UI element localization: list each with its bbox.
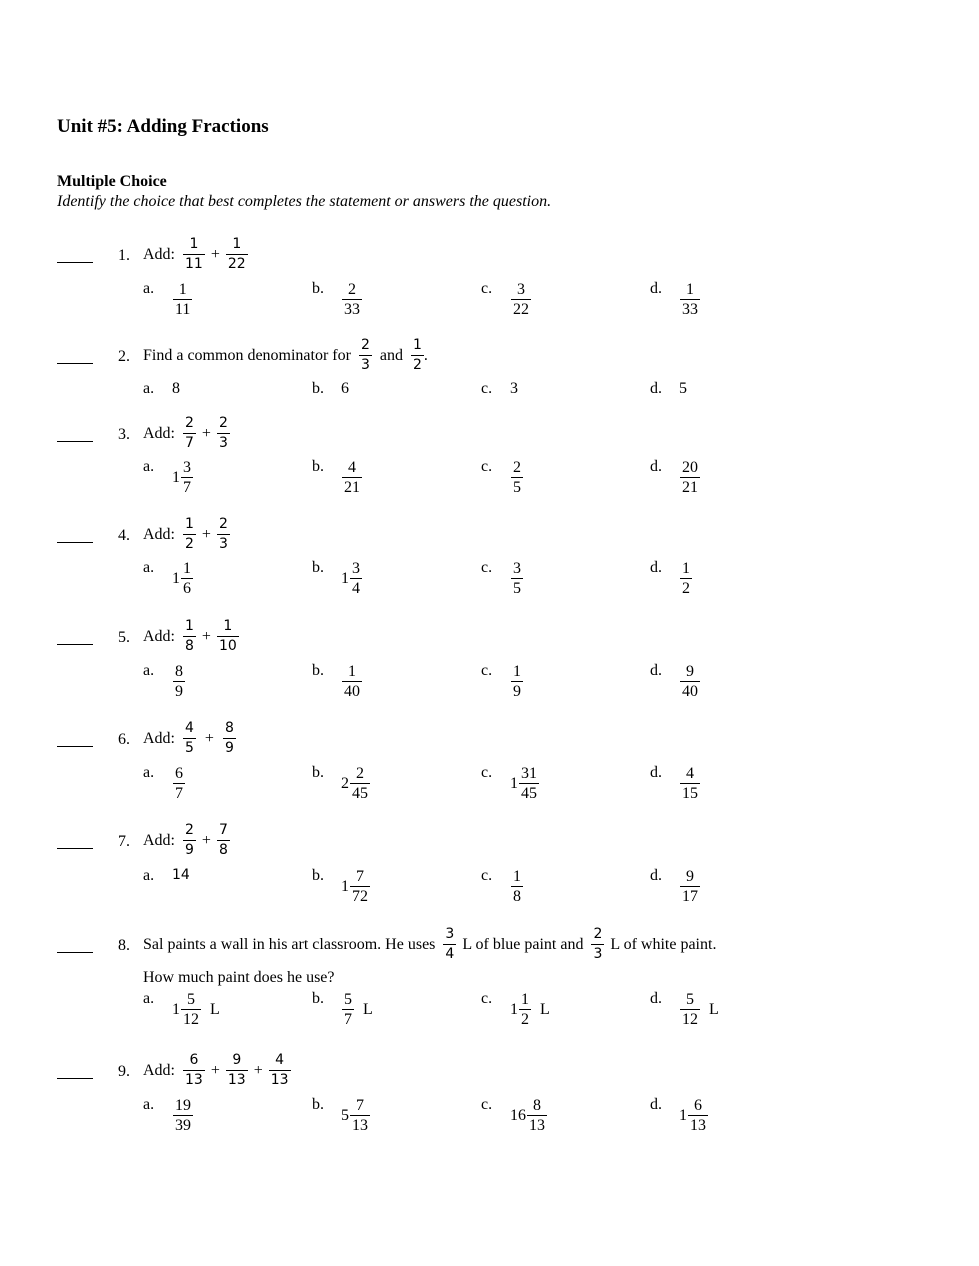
choice-d[interactable]: 1 $\frac{6}{13}$	[679, 1097, 706, 1134]
fraction: $\frac{3}{7}$	[183, 459, 191, 496]
choice-letter-a: a.	[143, 280, 155, 297]
choice-letter-c: c.	[481, 380, 493, 397]
choice-a[interactable]	[170, 1096, 196, 1135]
question-stem	[143, 336, 428, 375]
plus-sign: +	[201, 525, 211, 543]
choice-letter-c: c.	[481, 1096, 493, 1113]
choice-letter-d: d.	[650, 662, 662, 679]
choice-d[interactable]	[677, 867, 703, 906]
choice-d[interactable]	[677, 280, 703, 319]
choice-a[interactable]	[170, 662, 188, 701]
choice-c[interactable]	[508, 867, 526, 906]
fraction: $\frac{4}{15}$	[682, 765, 698, 802]
choice-letter-d: d.	[650, 458, 662, 475]
choice-c[interactable]	[508, 280, 534, 319]
fraction: $\frac{3}{4}$	[352, 560, 360, 597]
question-number: 5.	[118, 629, 130, 646]
stem-label: Add:	[143, 729, 175, 747]
choice-b[interactable]: 6	[341, 380, 349, 397]
question-stem	[143, 719, 239, 758]
fraction: $\frac{6}{7}$	[175, 765, 183, 802]
fraction: $\frac{5}{7}$	[344, 991, 352, 1028]
choice-c[interactable]: 1 $\frac{31}{45}$	[510, 765, 537, 802]
fraction: $\frac{7}{13}$	[352, 1097, 368, 1134]
fraction: $\frac{3}{5}$	[513, 560, 521, 597]
section-instructions: Identify the choice that best completes the statement or answers the question.	[57, 193, 552, 210]
choice-c[interactable]	[508, 662, 526, 701]
plus-sign: +	[210, 245, 220, 263]
fraction: $\frac{2}{45}$	[352, 765, 368, 802]
choice-a[interactable]	[170, 764, 188, 803]
fraction: $\frac{1}{2}$	[413, 337, 422, 373]
question-stem	[143, 414, 233, 453]
stem-label: Add:	[143, 245, 175, 263]
question-number: 4.	[118, 527, 130, 544]
fraction: $\frac{2}{3}$	[218, 415, 228, 451]
stem-label: Add:	[143, 525, 175, 543]
question-number: 1.	[118, 247, 130, 264]
question-number: 6.	[118, 731, 130, 748]
choice-letter-b: b.	[312, 458, 324, 475]
choice-letter-b: b.	[312, 990, 324, 1007]
fraction: $\frac{31}{45}$	[521, 765, 537, 802]
fraction: $\frac{5}{12}$	[682, 991, 698, 1028]
answer-blank[interactable]	[57, 262, 93, 263]
choice-b[interactable]: 5 $\frac{7}{13}$	[341, 1097, 368, 1134]
fraction: $\frac{1}{2}$	[521, 991, 529, 1028]
plus-sign: +	[201, 831, 211, 849]
fraction: $\frac{1}{2}$	[682, 560, 690, 597]
choice-letter-d: d.	[650, 559, 662, 576]
fraction: $\frac{2}{3}$	[218, 516, 228, 552]
choice-b[interactable]	[339, 662, 365, 701]
stem-text: L of blue paint and	[462, 935, 584, 953]
question-number: 2.	[118, 348, 130, 365]
answer-blank[interactable]	[57, 746, 93, 747]
answer-blank[interactable]	[57, 644, 93, 645]
choice-letter-a: a.	[143, 990, 155, 1007]
choice-letter-c: c.	[481, 867, 493, 884]
fraction: $\frac{8}{13}$	[529, 1097, 545, 1134]
choice-a[interactable]: 1 $\frac{3}{7}$	[172, 459, 191, 496]
fraction: $\frac{3}{4}$	[445, 926, 455, 962]
question-number: 8.	[118, 937, 130, 954]
choice-letter-b: b.	[312, 380, 324, 397]
choice-a[interactable]	[170, 280, 195, 319]
choice-letter-a: a.	[143, 1096, 155, 1113]
plus-sign: +	[201, 627, 211, 645]
stem-label: Add:	[143, 831, 175, 849]
fraction: $\frac{1}{22}$	[227, 236, 246, 272]
fraction: $\frac{1}{6}$	[183, 560, 191, 597]
stem-period: .	[423, 346, 428, 364]
choice-a[interactable]: 14	[172, 867, 190, 883]
fraction: $\frac{7}{8}$	[218, 822, 228, 858]
fraction: $\frac{6}{13}$	[185, 1052, 203, 1088]
question-stem-line2: How much paint does he use?	[143, 969, 335, 986]
question-stem	[143, 1051, 294, 1090]
choice-letter-a: a.	[143, 764, 155, 781]
choice-letter-a: a.	[143, 559, 155, 576]
choice-d[interactable]	[677, 559, 695, 598]
choice-d[interactable]	[677, 764, 703, 803]
choice-d[interactable]: 5	[679, 380, 687, 397]
choice-letter-c: c.	[481, 990, 493, 1007]
section-heading: Multiple Choice	[57, 173, 167, 190]
fraction: $\frac{4}{13}$	[270, 1052, 289, 1088]
choice-letter-c: c.	[481, 764, 493, 781]
page-title: Unit #5: Adding Fractions	[57, 116, 269, 137]
fraction: $\frac{7}{72}$	[352, 868, 368, 905]
fraction: $\frac{20}{21}$	[682, 459, 698, 496]
answer-blank[interactable]	[57, 848, 93, 849]
choice-d[interactable]: $\frac{5}{12}$ L	[682, 991, 719, 1028]
choice-letter-b: b.	[312, 662, 324, 679]
question-stem	[143, 235, 251, 274]
choice-letter-c: c.	[481, 559, 493, 576]
question-number: 9.	[118, 1063, 130, 1080]
choice-letter-b: b.	[312, 1096, 324, 1113]
choice-a[interactable]: 1 $\frac{1}{6}$	[172, 560, 191, 597]
answer-blank[interactable]	[57, 952, 93, 953]
fraction: $\frac{1}{2}$	[185, 516, 194, 552]
fraction: $\frac{2}{5}$	[513, 459, 521, 496]
fraction: $\frac{8}{9}$	[175, 663, 183, 700]
fraction: $\frac{8}{9}$	[224, 720, 234, 756]
fraction: $\frac{2}{3}$	[593, 926, 603, 962]
fraction: $\frac{9}{17}$	[682, 868, 698, 905]
choice-letter-c: c.	[481, 280, 493, 297]
question-number: 3.	[118, 426, 130, 443]
choice-letter-a: a.	[143, 662, 155, 679]
fraction: $\frac{4}{5}$	[185, 720, 194, 756]
fraction: $\frac{1}{11}$	[185, 236, 203, 272]
choice-letter-a: a.	[143, 458, 155, 475]
choice-b[interactable]: 2 $\frac{2}{45}$	[341, 765, 368, 802]
stem-label: Add:	[143, 627, 175, 645]
answer-blank[interactable]	[57, 363, 93, 364]
question-stem	[143, 617, 242, 656]
stem-text: Find a common denominator for	[143, 346, 351, 364]
answer-blank[interactable]	[57, 1078, 93, 1079]
choice-c[interactable]: 3	[510, 380, 518, 397]
fraction: $\frac{2}{9}$	[185, 822, 194, 858]
stem-text: L of white paint.	[610, 935, 717, 953]
fraction: $\frac{1}{10}$	[218, 618, 237, 654]
fraction: $\frac{4}{21}$	[344, 459, 360, 496]
stem-label: Add:	[143, 424, 175, 442]
fraction: $\frac{2}{3}$	[360, 337, 370, 373]
choice-a[interactable]: 1 $\frac{5}{12}$ L	[172, 991, 220, 1028]
fraction: $\frac{1}{40}$	[344, 663, 360, 700]
fraction: $\frac{1}{33}$	[682, 281, 698, 318]
choice-d[interactable]	[677, 662, 703, 701]
choice-c[interactable]	[508, 559, 526, 598]
question-stem	[143, 515, 233, 554]
plus-sign: +	[210, 1061, 220, 1079]
fraction: $\frac{1}{9}$	[513, 663, 521, 700]
fraction: $\frac{1}{8}$	[185, 618, 194, 654]
plus-sign: +	[201, 424, 211, 442]
choice-letter-d: d.	[650, 1096, 662, 1113]
choice-c[interactable]: 1 $\frac{1}{2}$ L	[510, 991, 550, 1028]
choice-letter-d: d.	[650, 764, 662, 781]
choice-letter-d: d.	[650, 380, 662, 397]
choice-letter-a: a.	[143, 867, 155, 884]
fraction: $\frac{9}{40}$	[682, 663, 698, 700]
plus-sign: +	[253, 1061, 263, 1079]
choice-letter-b: b.	[312, 280, 324, 297]
plus-sign: +	[204, 729, 214, 747]
question-number: 7.	[118, 833, 130, 850]
choice-b[interactable]: 1 $\frac{7}{72}$	[341, 868, 368, 905]
fraction: $\frac{9}{13}$	[227, 1052, 246, 1088]
choice-letter-d: d.	[650, 280, 662, 297]
choice-letter-b: b.	[312, 867, 324, 884]
choice-b[interactable]	[339, 458, 365, 497]
choice-letter-b: b.	[312, 559, 324, 576]
choice-letter-d: d.	[650, 990, 662, 1007]
question-stem	[143, 821, 233, 860]
choice-letter-c: c.	[481, 458, 493, 475]
choice-c[interactable]: 16 $\frac{8}{13}$	[510, 1097, 545, 1134]
choice-letter-a: a.	[143, 380, 155, 397]
choice-b[interactable]	[339, 280, 365, 319]
fraction: $\frac{19}{39}$	[175, 1097, 191, 1134]
fraction: $\frac{2}{7}$	[185, 415, 194, 451]
fraction: $\frac{2}{33}$	[344, 281, 360, 318]
fraction: $\frac{6}{13}$	[690, 1097, 706, 1134]
choice-a[interactable]: 8	[172, 380, 180, 397]
choice-letter-b: b.	[312, 764, 324, 781]
choice-letter-c: c.	[481, 662, 493, 679]
fraction: $\frac{1}{11}$	[175, 281, 191, 318]
fraction: $\frac{5}{12}$	[183, 991, 199, 1028]
choice-letter-d: d.	[650, 867, 662, 884]
fraction: $\frac{1}{8}$	[513, 868, 521, 905]
answer-blank[interactable]	[57, 542, 93, 543]
answer-blank[interactable]	[57, 441, 93, 442]
stem-label: Add:	[143, 1061, 175, 1079]
choice-c[interactable]	[508, 458, 526, 497]
choice-b[interactable]: $\frac{5}{7}$ L	[344, 991, 373, 1028]
fraction: $\frac{3}{22}$	[513, 281, 529, 318]
choice-b[interactable]: 1 $\frac{3}{4}$	[341, 560, 360, 597]
stem-text: Sal paints a wall in his art classroom. He uses	[143, 935, 436, 953]
question-stem	[143, 925, 716, 964]
choice-d[interactable]	[677, 458, 703, 497]
stem-and: and	[379, 346, 403, 364]
